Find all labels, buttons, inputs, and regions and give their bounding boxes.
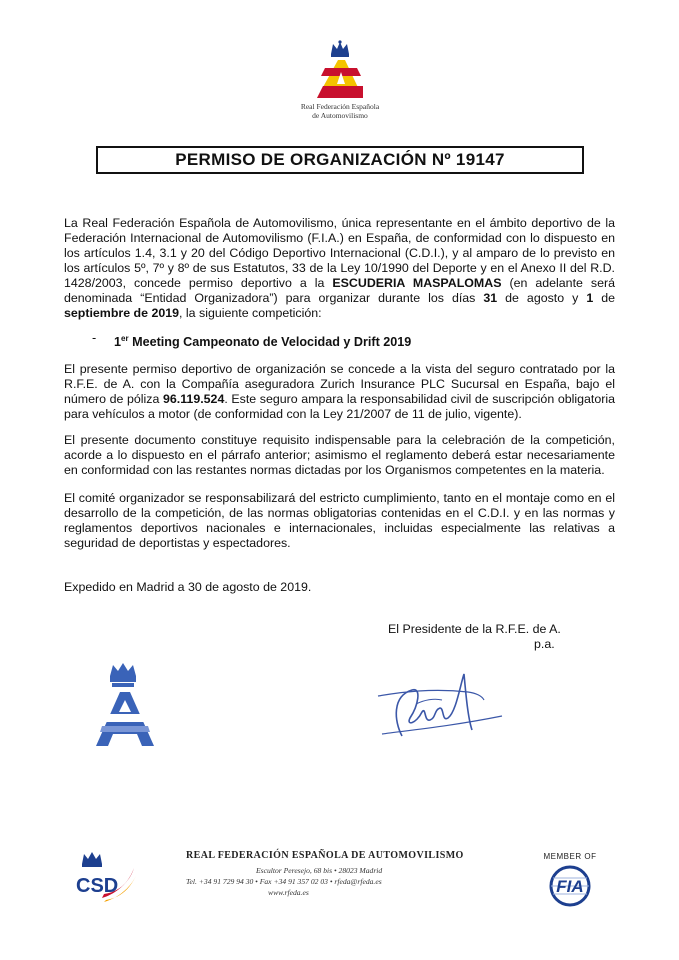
fia-member-badge (540, 852, 600, 913)
event-ordinal-sup: er (121, 334, 129, 343)
org-caption-line2: de Automovilismo (312, 111, 368, 120)
p2-text-b: . Este seguro ampara la responsabilidad civil de suscripción obligatoria para vehículos a motor (de conformidad con la Ley 21/2007 de 11 de julio, vigente). (64, 392, 615, 421)
footer-address: Escultor Peresejo, 68 bis • 28023 Madrid (256, 866, 383, 875)
stamp-crown-a-icon (92, 660, 158, 750)
p1-text-e: , la siguiente competición: (179, 306, 322, 320)
p2-text-a: El presente permiso deportivo de organización se concede a la vista del seguro contratado por la R.F.E. de A. con la Compañía aseguradora Zurich Insurance PLC Sucursal en España, bajo el número de póliza (64, 362, 615, 406)
footer-website[interactable]: www.rfeda.es (268, 888, 309, 897)
csd-label: CSD (76, 875, 119, 897)
event-line (92, 331, 655, 350)
signatory-pa: p.a. (534, 637, 555, 651)
rfeda-stamp (92, 660, 158, 755)
p1-text-b: (en adelante será denominada “Entidad Organizadora”) para organizar durante los días (64, 276, 615, 305)
rfeda-crown-flag-icon (311, 40, 369, 102)
p1-text-d: de (593, 291, 615, 305)
signatory-role: El Presidente de la R.F.E. de A. (388, 622, 561, 636)
paragraph-permit-grant (64, 216, 615, 321)
handwritten-signature (372, 666, 512, 751)
month-year: septiembre de 2019 (64, 306, 180, 320)
p1-text-a: La Real Federación Española de Automovilismo, única representante en el ámbito deportivo de la Federación Internacional de Automovilismo (F.I.A.) en España, de conformidad con lo dispuesto en los artículos 1.4, 3.1 y 20 del Código Deportivo Internacional (C.D.I.), y al amparo de lo previsto en los artículos 5º, 7º y 8º de sus Estatutos, 33 de la Ley 10/1990 del Deporte y en el Anexo II del R.D. 1428/2003, concede permiso deportivo a la (64, 216, 615, 290)
footer-contact-line: Tel. +34 91 729 94 30 • Fax +34 91 357 02 03 • rfeda@rfeda.es (186, 877, 382, 886)
paragraph-committee: El comité organizador se responsabilizará del estricto cumplimiento, tanto en el montaje como en el desarrollo de la competición, de las normas obligatorias contenidas en el C.D.I. y en las normas y reglamentos deportivos nacionales e internacionales, incluidas especialmente las relativas a seguridad de deportistas y espectadores. (64, 491, 615, 550)
csd-crown-icon (72, 846, 138, 910)
footer-org-name: REAL FEDERACIÓN ESPAÑOLA DE AUTOMOVILISMO (186, 850, 464, 861)
csd-logo (72, 846, 138, 915)
paragraph-requirement: El presente documento constituye requisito indispensable para la celebración de la competición, acorde a lo dispuesto en el párrafo anterior; asimismo el reglamento deberá estar necesariamente en conformidad con las restantes normas dictadas por los Organismos competentes en la materia. (64, 433, 615, 477)
event-ordinal: 1 (114, 335, 122, 350)
fia-globe-icon (544, 864, 596, 908)
policy-number: 96.119.524 (163, 392, 225, 406)
letterhead-footer (66, 832, 616, 922)
day-start: 31 (483, 291, 498, 305)
signature-block (388, 622, 561, 652)
footer-contact (186, 850, 542, 898)
rfeda-logo (290, 40, 390, 120)
fia-label: FIA (556, 877, 584, 896)
day-end: 1 (586, 291, 594, 305)
paragraph-insurance (64, 362, 615, 422)
document-title: PERMISO DE ORGANIZACIÓN Nº 19147 (175, 150, 505, 169)
p1-text-c: de agosto y (497, 291, 587, 305)
signature-scribble-icon (372, 666, 512, 746)
event-bullet: - (92, 331, 97, 345)
member-of-label: MEMBER OF (543, 852, 597, 861)
issued-line: Expedido en Madrid a 30 de agosto de 2019. (64, 580, 312, 594)
org-caption-line1: Real Federación Española (300, 102, 380, 111)
document-title-box (96, 146, 584, 174)
event-name: Meeting Campeonato de Velocidad y Drift 2019 (128, 335, 412, 350)
entity-name: ESCUDERIA MASPALOMAS (332, 276, 502, 290)
